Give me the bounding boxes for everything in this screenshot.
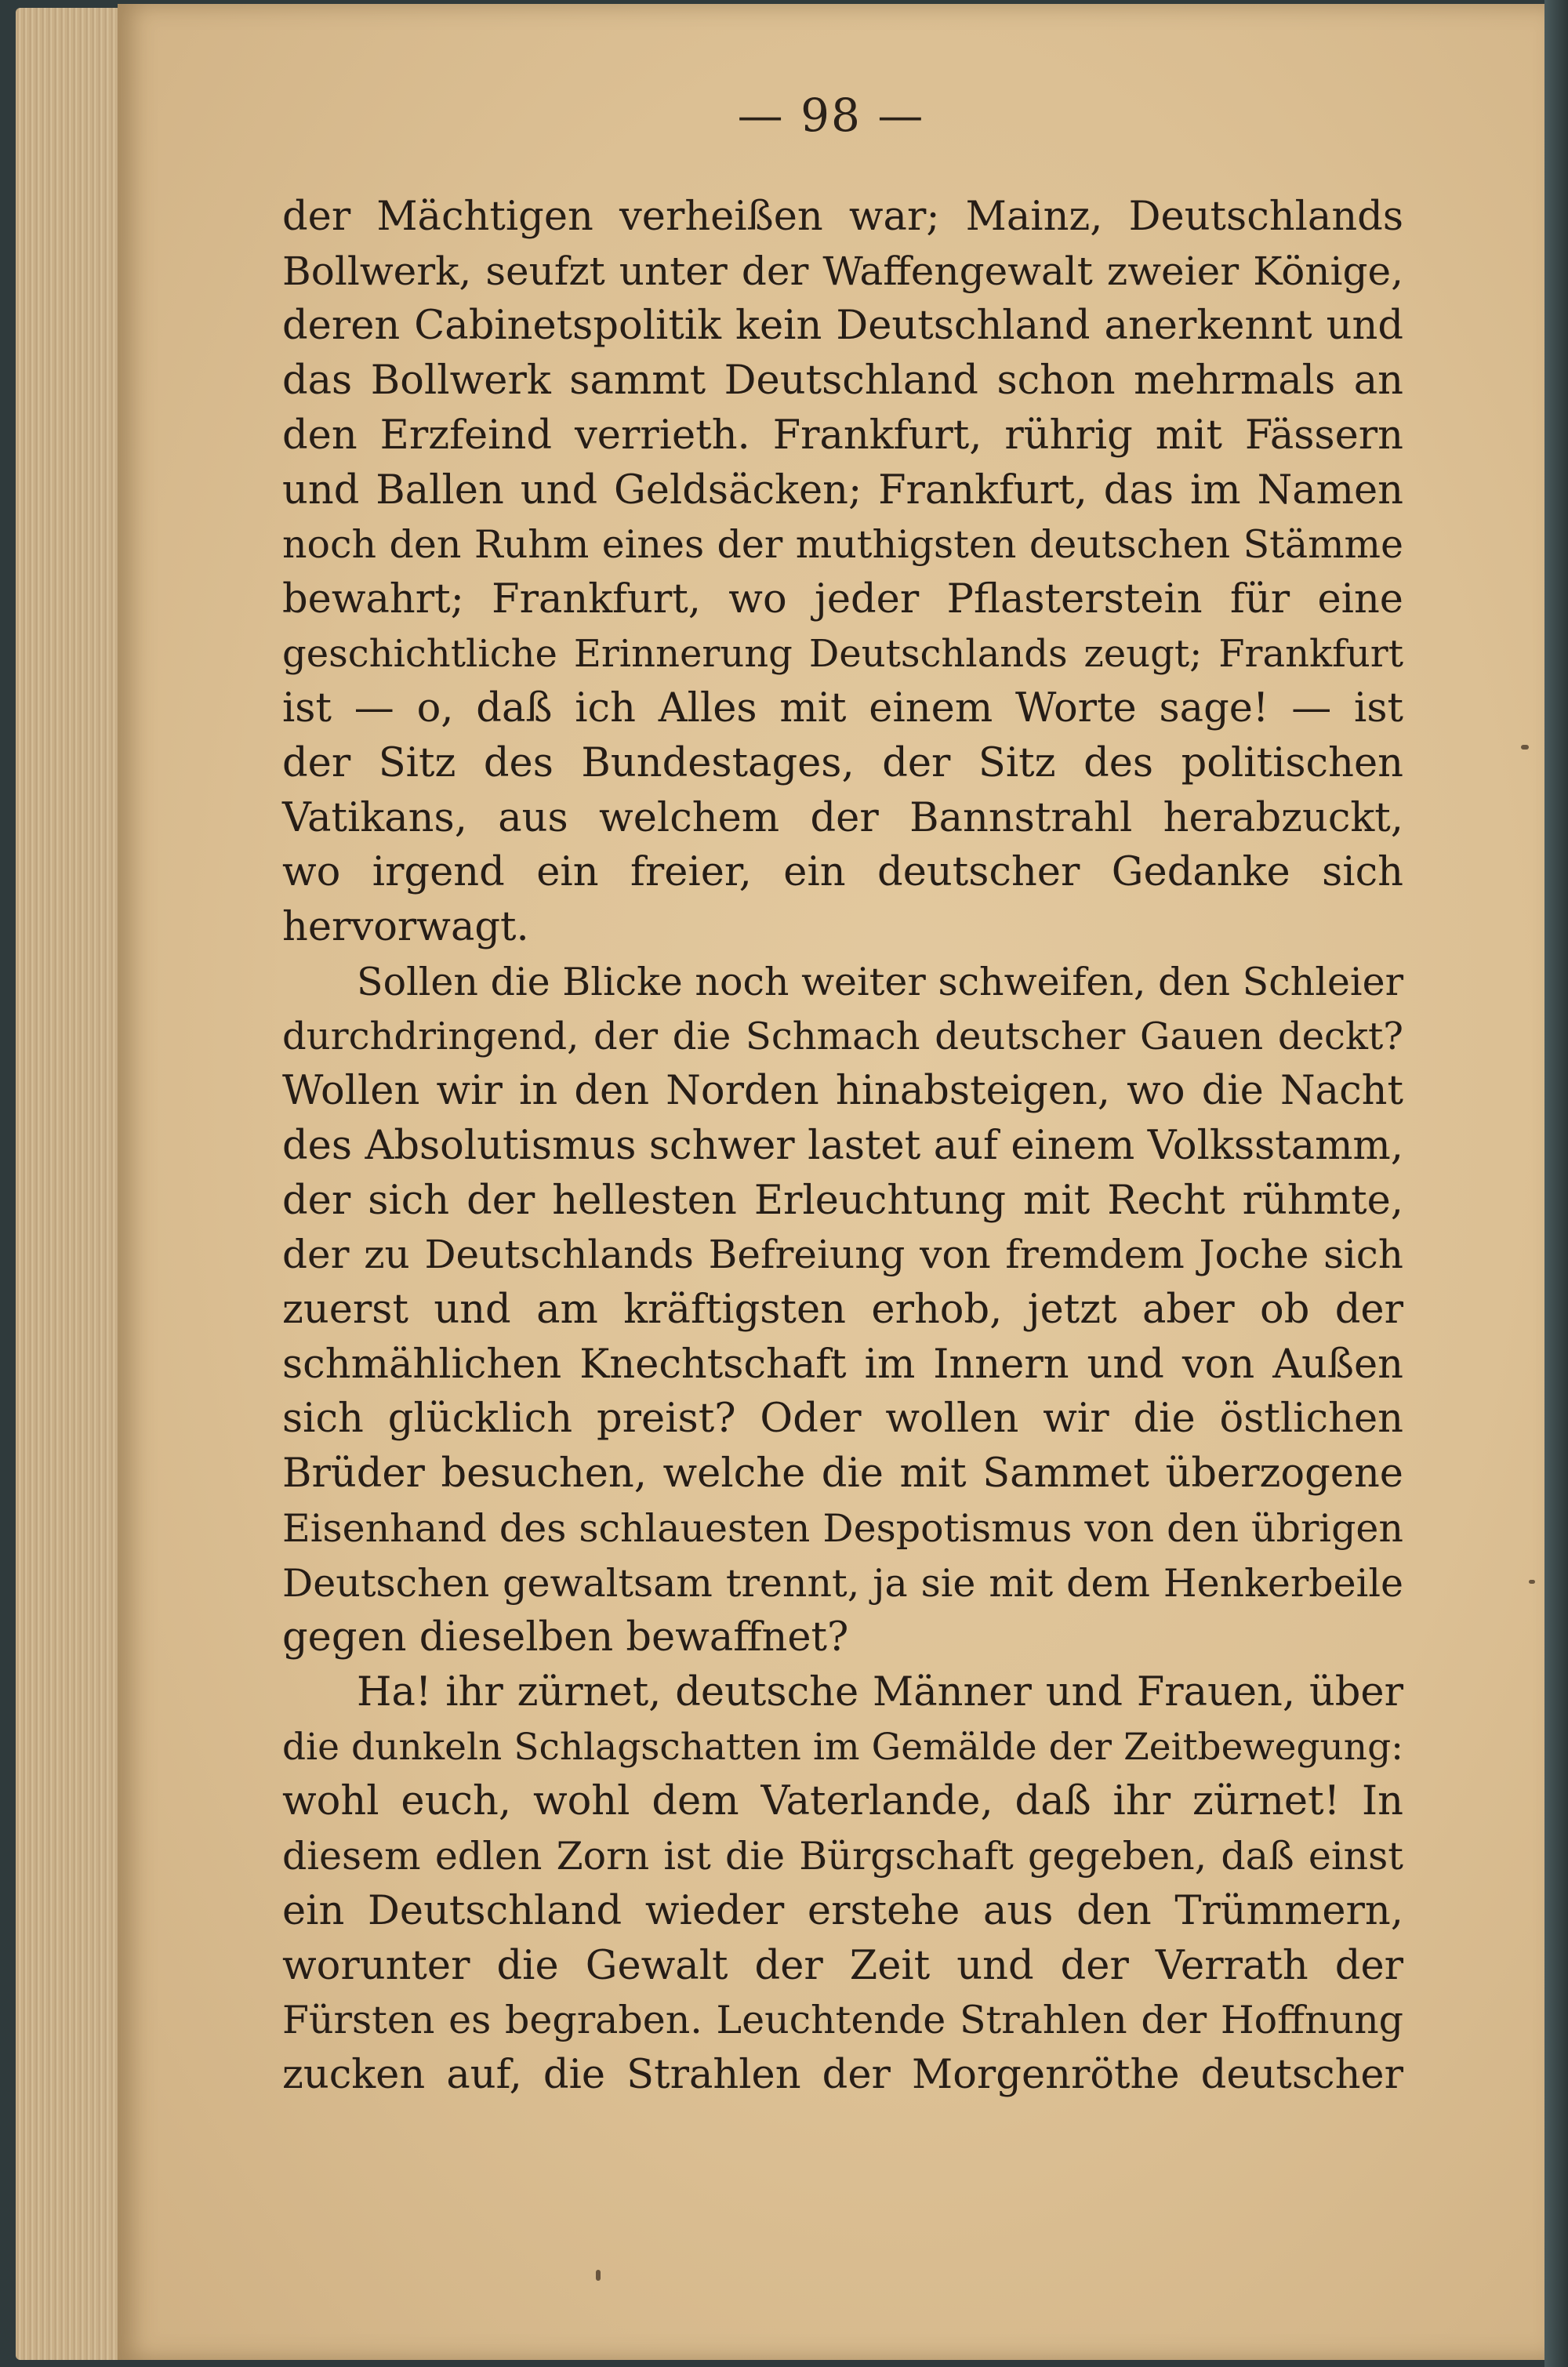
text-line: Bollwerk, seufzt unter der Waffengewalt zweier Könige, — [282, 248, 1403, 294]
text-line: zucken auf, die Strahlen der Morgenröthe deutscher — [282, 2051, 1403, 2098]
text-line: zuerst und am kräftigsten erhob, jetzt aber ob der — [282, 1287, 1403, 1334]
page-number: — 98 — — [737, 89, 925, 142]
text-line: Fürsten es begraben. Leuchtende Strahlen der Hoffnung — [282, 1998, 1403, 2043]
text-line: Vatikans, aus welchem der Bannstrahl herabzuckt, — [282, 794, 1403, 841]
paragraph-start-line: Ha! ihr zürnet, deutsche Männer und Frauen, über — [357, 1668, 1403, 1715]
paper-speck — [1521, 745, 1529, 750]
text-line: bewahrt; Frankfurt, wo jeder Pflasterstein für eine — [282, 575, 1403, 623]
text-line: wohl euch, wohl dem Vaterlande, daß ihr zürnet! In — [282, 1778, 1403, 1825]
text-line: Wollen wir in den Norden hinabsteigen, wo die Nacht — [282, 1068, 1403, 1115]
text-line: wo irgend ein freier, ein deutscher Gedanke sich — [282, 849, 1403, 896]
text-line: Brüder besuchen, welche die mit Sammet überzogene — [282, 1450, 1403, 1498]
text-line: den Erzfeind verrieth. Frankfurt, rührig mit Fässern — [282, 412, 1403, 459]
text-line: deren Cabinetspolitik kein Deutschland anerkennt und — [282, 303, 1403, 350]
paragraph-end-line: hervorwagt. — [282, 904, 529, 951]
text-line: schmählichen Knechtschaft im Innern und von Außen — [282, 1341, 1403, 1388]
paper-speck — [1529, 1580, 1535, 1584]
paper-speck — [596, 2270, 601, 2281]
text-line: Deutschen gewaltsam trennt, ja sie mit dem Henkerbeile — [282, 1560, 1403, 1606]
text-line: worunter die Gewalt der Zeit und der Verrath der — [282, 1942, 1403, 1989]
text-line: diesem edlen Zorn ist die Bürgschaft gegeben, daß einst — [282, 1834, 1403, 1879]
text-line: ist — o, daß ich Alles mit einem Worte sage! — ist — [282, 685, 1403, 732]
paragraph-start-line: Sollen die Blicke noch weiter schweifen, den Schleier — [357, 959, 1403, 1004]
text-line: durchdringend, der die Schmach deutscher Gauen deckt? — [282, 1014, 1403, 1058]
text-line: der zu Deutschlands Befreiung von fremdem Joche sich — [282, 1232, 1403, 1278]
text-line: der sich der hellesten Erleuchtung mit Recht rühmte, — [282, 1177, 1403, 1224]
text-line: der Mächtigen verheißen war; Mainz, Deutschlands — [282, 194, 1403, 240]
paragraph-end-line: gegen dieselben bewaffnet? — [282, 1614, 849, 1661]
text-line: der Sitz des Bundestages, der Sitz des politischen — [282, 740, 1403, 787]
text-line: geschichtliche Erinnerung Deutschlands zeugt; Frankfurt — [282, 631, 1403, 676]
book-cover-edge — [1544, 0, 1568, 2367]
text-line: ein Deutschland wieder erstehe aus den Trümmern, — [282, 1887, 1403, 1934]
text-line: sich glücklich preist? Oder wollen wir die östlichen — [282, 1396, 1403, 1443]
page-sheet — [118, 4, 1544, 2360]
text-line: und Ballen und Geldsäcken; Frankfurt, das im Namen — [282, 467, 1403, 514]
text-line: die dunkeln Schlagschatten im Gemälde der Zeitbewegung: — [282, 1725, 1403, 1769]
body-text — [282, 190, 1403, 2103]
page-stack-edges — [16, 8, 133, 2360]
text-line: des Absolutismus schwer lastet auf einem Volksstamm, — [282, 1122, 1403, 1169]
text-line: das Bollwerk sammt Deutschland schon mehrmals an — [282, 358, 1403, 405]
text-line: noch den Ruhm eines der muthigsten deutschen Stämme — [282, 522, 1403, 568]
text-line: Eisenhand des schlauesten Despotismus von den übrigen — [282, 1505, 1403, 1551]
